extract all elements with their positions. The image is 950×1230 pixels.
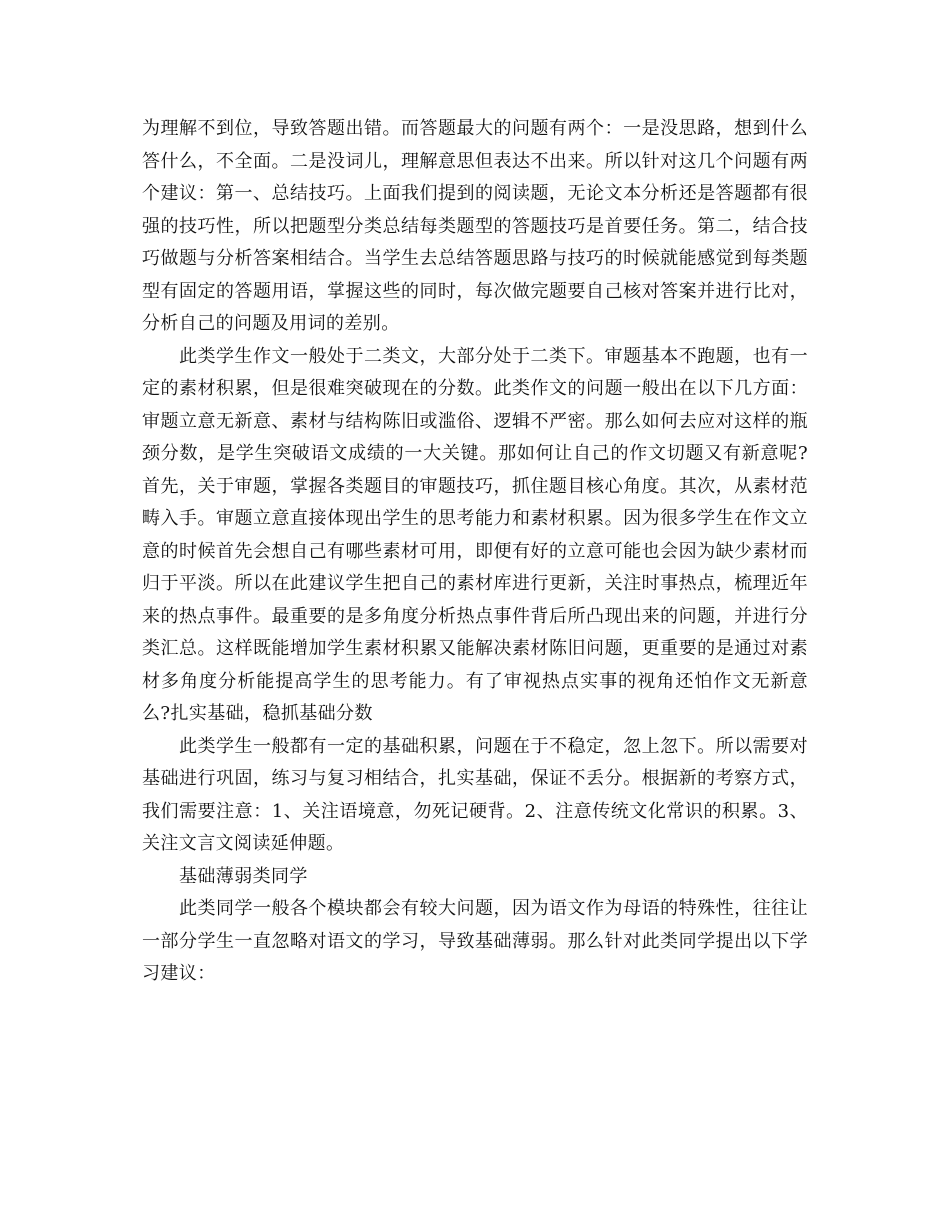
paragraph-answer-tips: 为理解不到位，导致答题出错。而答题最大的问题有两个：一是没思路，想到什么答什么，不全面。二是没词儿，理解意思但表达不出来。所以针对这几个问题有两个建议：第一、总结技巧。上面我们提到的阅读题，无论文本分析还是答题都有很强的技巧性，所以把题型分类总结每类题型的答题技巧是首要任务。第二，结合技巧做题与分析答案相结合。当学生去总结答题思路与技巧的时候就能感觉到每类题型有固定的答题用语，掌握这些的同时，每次做完题要自己核对答案并进行比对，分析自己的问题及用词的差别。 (142, 118, 808, 334)
section-heading-weak-students: 基础薄弱类同学 (179, 865, 308, 887)
document-body (142, 113, 808, 991)
paragraph-weak-students: 此类同学一般各个模块都会有较大问题，因为语文作为母语的特殊性，往往让一部分学生一直忽略对语文的学习，导致基础薄弱。那么针对此类同学提出以下学习建议： (142, 898, 808, 984)
paragraph-essay-advice: 此类学生作文一般处于二类文，大部分处于二类下。审题基本不跑题，也有一定的素材积累，但是很难突破现在的分数。此类作文的问题一般出在以下几方面：审题立意无新意、素材与结构陈旧或滥俗、逻辑不严密。那么如何去应对这样的瓶颈分数，是学生突破语文成绩的一大关键。那如何让自己的作文切题又有新意呢?首先，关于审题，掌握各类题目的审题技巧，抓住题目核心角度。其次，从素材范畴入手。审题立意直接体现出学生的思考能力和素材积累。因为很多学生在作文立意的时候首先会想自己有哪些素材可用，即便有好的立意可能也会因为缺少素材而归于平淡。所以在此建议学生把自己的素材库进行更新，关注时事热点，梳理近年来的热点事件。最重要的是多角度分析热点事件背后所凸现出来的问题，并进行分类汇总。这样既能增加学生素材积累又能解决素材陈旧问题，更重要的是通过对素材多角度分析能提高学生的思考能力。有了审视热点实事的视角还怕作文无新意么?扎实基础，稳抓基础分数 (142, 345, 808, 724)
paragraph-basics-advice: 此类学生一般都有一定的基础积累，问题在于不稳定，忽上忽下。所以需要对基础进行巩固，练习与复习相结合，扎实基础，保证不丢分。根据新的考察方式，我们需要注意：1、关注语境意，勿死记硬背。2、注意传统文化常识的积累。3、关注文言文阅读延伸题。 (142, 735, 808, 854)
